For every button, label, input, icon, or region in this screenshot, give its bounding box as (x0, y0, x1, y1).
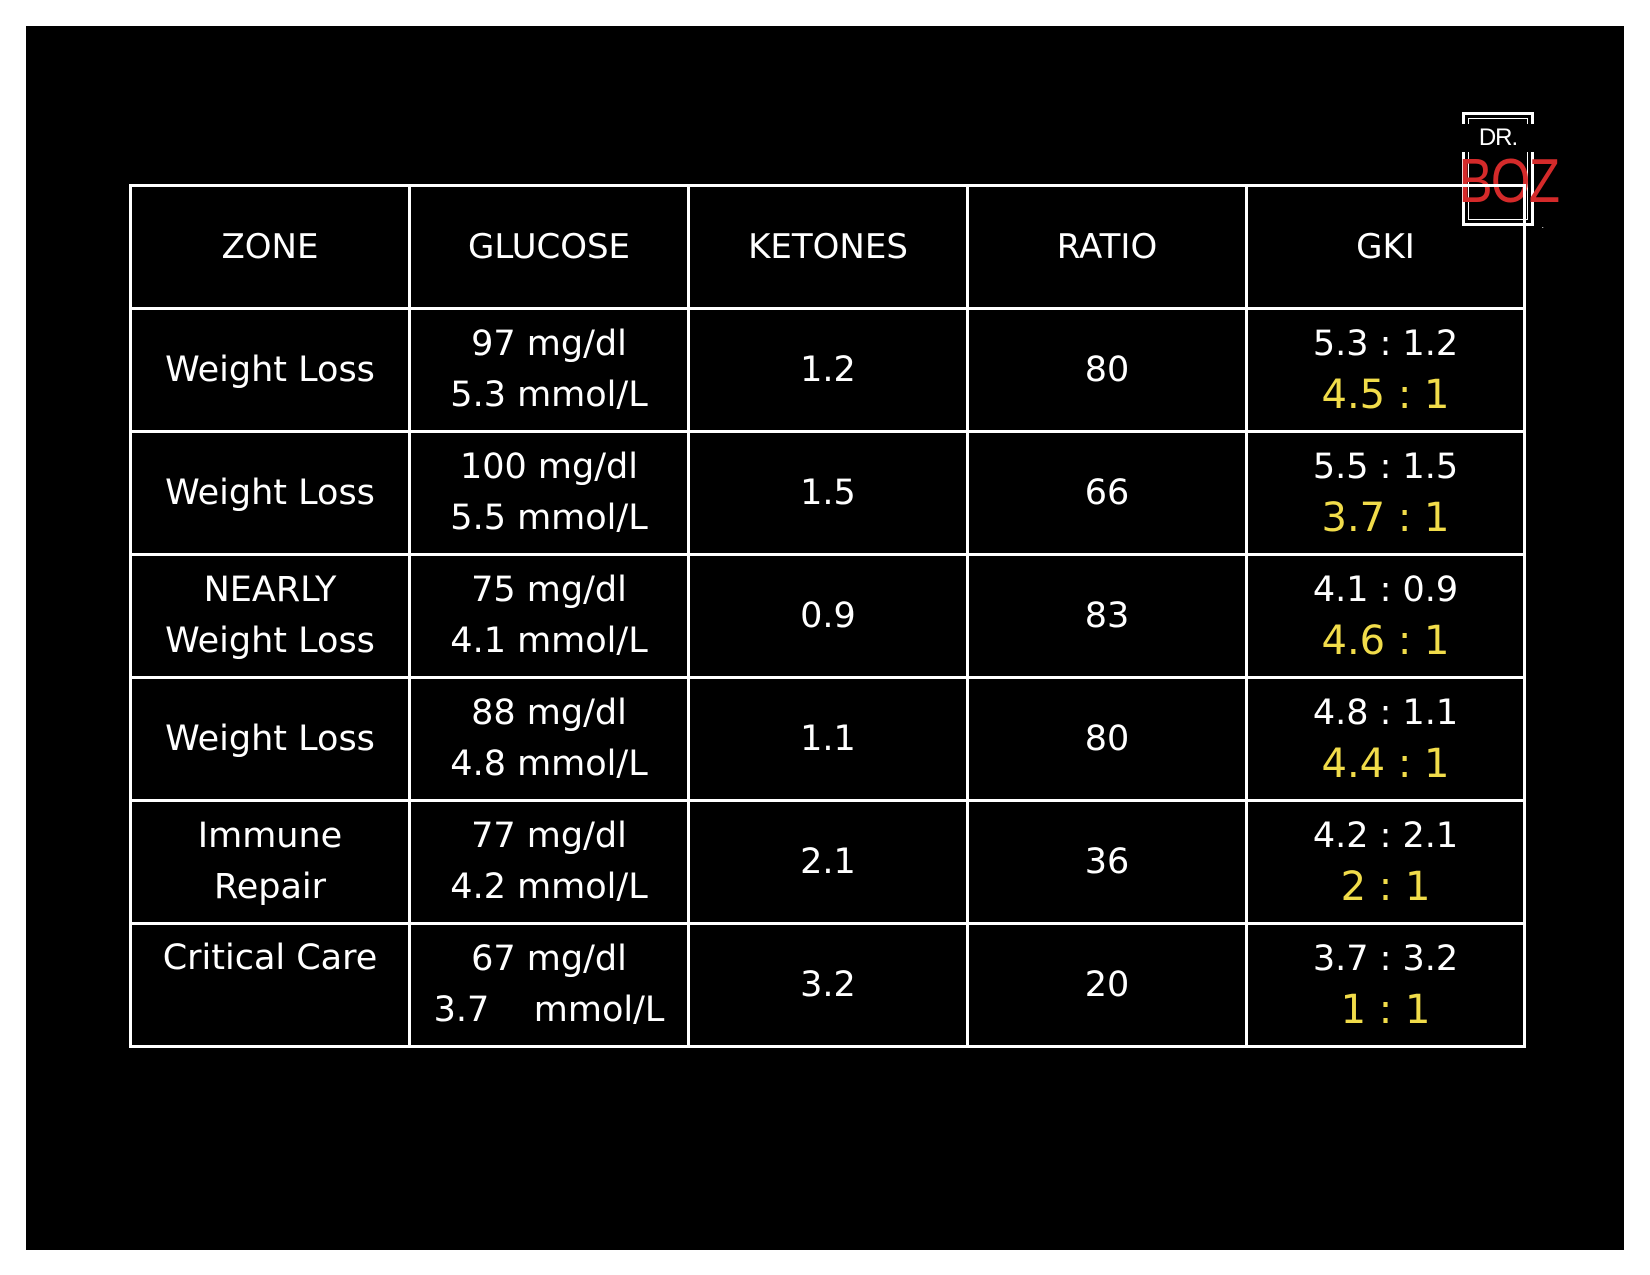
table-row (131, 432, 1525, 555)
zone-label: Repair (213, 867, 327, 907)
ratio-cell: 80 (968, 309, 1247, 432)
zone-label: NEARLY (203, 570, 337, 610)
gki-raw: 5.3 : 1.2 (1312, 324, 1459, 364)
gki-index: 2 : 1 (1340, 864, 1431, 910)
ratio-cell: 80 (968, 678, 1247, 801)
zone-label: Weight Loss (165, 718, 375, 759)
zone-cell (131, 801, 410, 924)
header-glucose: GLUCOSE (410, 186, 689, 309)
table-row (131, 924, 1525, 1047)
header-ketones: KETONES (689, 186, 968, 309)
ratio-cell: 83 (968, 555, 1247, 678)
gki-index: 1 : 1 (1340, 987, 1431, 1033)
zone-cell (131, 924, 410, 1047)
ketones-cell: 3.2 (689, 924, 968, 1047)
zone-label: Weight Loss (165, 472, 375, 513)
table-row (131, 678, 1525, 801)
ketones-cell: 1.5 (689, 432, 968, 555)
logo-dr-text: DR. (1462, 124, 1534, 152)
gki-table (129, 184, 1526, 1048)
glucose-mg-dl: 100 mg/dl (460, 447, 638, 487)
table-row (131, 309, 1525, 432)
table-row (131, 555, 1525, 678)
zone-cell (131, 555, 410, 678)
zone-cell (131, 432, 410, 555)
gki-index: 4.6 : 1 (1321, 618, 1450, 664)
glucose-mmol-l: 5.3 mmol/L (450, 375, 648, 415)
slide-background (26, 26, 1624, 1250)
glucose-mmol-l: 3.7 mmol/L (433, 990, 665, 1030)
table-body (131, 309, 1525, 1047)
glucose-mg-dl: 97 mg/dl (471, 324, 627, 364)
gki-cell (1247, 432, 1525, 555)
gki-raw: 4.2 : 2.1 (1312, 816, 1459, 856)
ratio-cell: 36 (968, 801, 1247, 924)
glucose-mg-dl: 88 mg/dl (471, 693, 627, 733)
gki-raw: 4.8 : 1.1 (1312, 693, 1459, 733)
glucose-cell (410, 555, 689, 678)
zone-label: Weight Loss (165, 621, 375, 661)
glucose-cell (410, 924, 689, 1047)
glucose-mmol-l: 4.2 mmol/L (450, 867, 648, 907)
logo-registered-mark: . (1541, 221, 1544, 230)
glucose-mg-dl: 75 mg/dl (471, 570, 627, 610)
zone-label: Weight Loss (165, 349, 375, 390)
ketones-cell: 1.2 (689, 309, 968, 432)
glucose-cell (410, 309, 689, 432)
ratio-cell: 66 (968, 432, 1247, 555)
header-gki: GKI (1247, 186, 1525, 309)
gki-index: 4.4 : 1 (1321, 741, 1450, 787)
table-header-row (131, 186, 1525, 309)
table-row (131, 801, 1525, 924)
gki-index: 3.7 : 1 (1321, 495, 1450, 541)
gki-cell (1247, 555, 1525, 678)
zone-label: Critical Care (162, 938, 378, 978)
gki-raw: 3.7 : 3.2 (1312, 939, 1459, 979)
glucose-cell (410, 801, 689, 924)
glucose-mmol-l: 4.1 mmol/L (450, 621, 648, 661)
gki-cell (1247, 678, 1525, 801)
glucose-cell (410, 432, 689, 555)
glucose-mg-dl: 67 mg/dl (471, 939, 627, 979)
gki-cell (1247, 801, 1525, 924)
ketones-cell: 0.9 (689, 555, 968, 678)
zone-cell (131, 309, 410, 432)
ketones-cell: 2.1 (689, 801, 968, 924)
gki-raw: 4.1 : 0.9 (1312, 570, 1459, 610)
ketones-cell: 1.1 (689, 678, 968, 801)
glucose-mmol-l: 5.5 mmol/L (450, 498, 648, 538)
gki-index: 4.5 : 1 (1321, 372, 1450, 418)
zone-label: Immune (197, 816, 343, 856)
zone-cell (131, 678, 410, 801)
logo-boz-text: BOZ (1458, 147, 1559, 216)
glucose-mg-dl: 77 mg/dl (471, 816, 627, 856)
gki-cell (1247, 309, 1525, 432)
glucose-mmol-l: 4.8 mmol/L (450, 744, 648, 784)
header-zone: ZONE (131, 186, 410, 309)
ratio-cell: 20 (968, 924, 1247, 1047)
gki-raw: 5.5 : 1.5 (1312, 447, 1459, 487)
header-ratio: RATIO (968, 186, 1247, 309)
glucose-cell (410, 678, 689, 801)
gki-cell (1247, 924, 1525, 1047)
